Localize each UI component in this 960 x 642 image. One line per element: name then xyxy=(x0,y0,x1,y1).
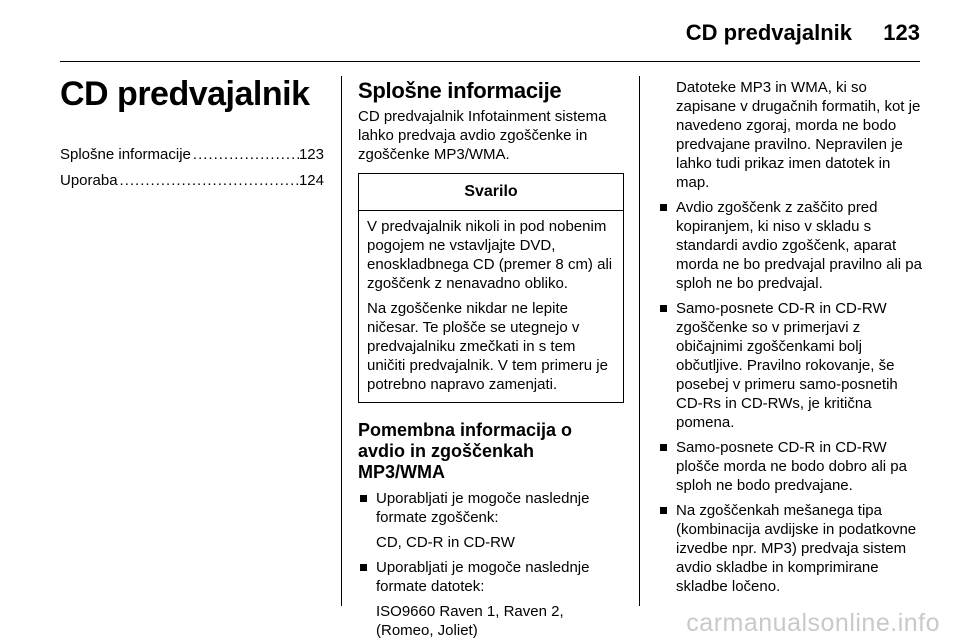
list-item-text: Avdio zgoščenk z zaščito pred kopiranjem, ki niso v skladu s standardi avdio zgoščenk, aparat morda ne bo predvajal pravilno ali pa sploh ne bo predvajal. xyxy=(676,199,922,292)
column-divider-2 xyxy=(639,76,640,606)
notes-list xyxy=(658,198,923,596)
section-title: Splošne informacije xyxy=(358,78,562,103)
toc-entry-usage[interactable] xyxy=(60,171,324,191)
intro-paragraph: CD predvajalnik Infotainment sistema lahko predvaja avdio zgoščenke in zgoščenke MP3/WMA. xyxy=(358,108,607,163)
bullet-square-icon xyxy=(660,305,667,312)
list-item xyxy=(658,299,923,432)
list-item xyxy=(358,558,624,640)
toc-label: Splošne informacije xyxy=(60,146,191,163)
column-continued xyxy=(658,62,923,596)
warning-box xyxy=(358,173,624,403)
toc-label: Uporaba xyxy=(60,172,118,189)
list-item-text: Uporabljati je mogoče naslednje formate zgoščenk: xyxy=(376,490,590,526)
list-item xyxy=(658,501,923,596)
bullet-square-icon xyxy=(360,495,367,502)
warning-body xyxy=(359,211,623,402)
list-item-text: Samo-posnete CD-R in CD-RW zgoščenke so v primerjavi z običajnimi zgoščenkami bolj občutljive. Pravilno rokovanje, še posebej v primeru samo-posnetih CD-Rs in CD-RWs, je kritična pomena. xyxy=(676,300,898,431)
list-item xyxy=(658,438,923,495)
subsection-title: Pomembna informacija o avdio in zgoščenkah MP3/WMA xyxy=(358,420,573,482)
continuation-paragraph: Datoteke MP3 in WMA, ki so zapisane v drugačnih formatih, kot je navedeno zgoraj, morda ne bodo predvajane pravilno. Nepravilen je lahko tudi prikaz imen datotek in map. xyxy=(676,79,921,191)
list-item-text: Uporabljati je mogoče naslednje formate datotek: xyxy=(376,559,590,595)
table-of-contents xyxy=(60,145,324,191)
format-list xyxy=(358,489,624,640)
bullet-square-icon xyxy=(660,204,667,211)
list-item-text: Samo-posnete CD-R in CD-RW plošče morda ne bodo dobro ali pa sploh ne bodo predvajane. xyxy=(676,439,907,494)
chapter-title: CD predvajalnik xyxy=(60,75,310,113)
column-divider-1 xyxy=(341,76,342,606)
page-number: 123 xyxy=(883,20,920,45)
warning-paragraph: Na zgoščenke nikdar ne lepite ničesar. Te plošče se utegnejo v predvajalniku zmečkati in s tem uničiti predvajalnik. V tem primeru je potrebno napravo zamenjati. xyxy=(367,300,608,393)
page-header xyxy=(60,0,920,62)
list-item-text: Na zgoščenkah mešanega tipa (kombinacija avdijske in podatkovne izvedbe npr. MP3) predvaja sistem avdio skladbe in komprimirane skladbe ločeno. xyxy=(676,502,917,595)
toc-entry-general-info[interactable] xyxy=(60,145,324,165)
toc-leader-dots xyxy=(118,171,299,191)
warning-paragraph: V predvajalnik nikoli in pod nobenim pogojem ne vstavljajte DVD, enoskladbnega CD (premer 8 cm) ali zgoščenk z nenavadno obliko. xyxy=(367,218,613,292)
list-item xyxy=(658,198,923,293)
toc-page: 123 xyxy=(298,146,324,163)
column-general-info xyxy=(358,62,624,640)
bullet-square-icon xyxy=(360,564,367,571)
toc-page: 124 xyxy=(298,172,324,189)
list-item-value: ISO9660 Raven 1, Raven 2, (Romeo, Joliet) xyxy=(376,603,564,639)
list-item-value: CD, CD-R in CD-RW xyxy=(376,534,515,551)
list-item xyxy=(358,489,624,552)
bullet-square-icon xyxy=(660,507,667,514)
bullet-square-icon xyxy=(660,444,667,451)
watermark: carmanualsonline.info xyxy=(686,609,940,637)
column-toc xyxy=(60,62,324,197)
toc-leader-dots xyxy=(191,145,299,165)
running-title: CD predvajalnik xyxy=(685,20,852,45)
warning-heading: Svarilo xyxy=(359,174,623,211)
